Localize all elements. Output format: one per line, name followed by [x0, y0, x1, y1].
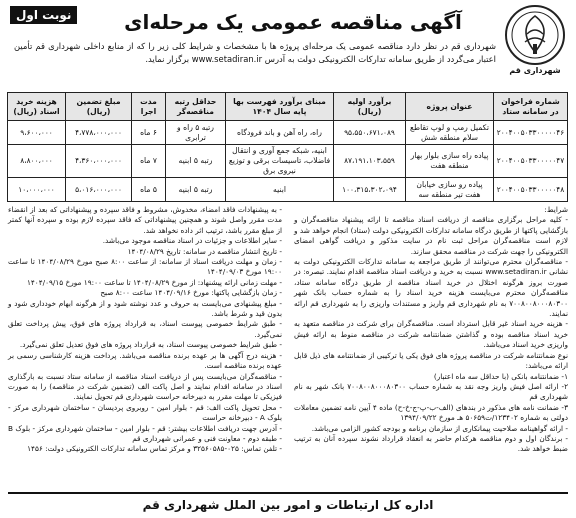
- cell-project-title: پیاده رو سازی خیابان هفت تیر منطقه سه: [406, 178, 494, 202]
- cell-price-list-basis: ابنیه: [226, 178, 334, 202]
- cell-min-grade: رتبه ۵ ابنیه: [166, 145, 226, 178]
- issuer-footer: اداره کل ارتباطات و امور بین الملل شهرداری قم: [8, 492, 568, 514]
- condition-paragraph: - آدرس جهت دریافت اطلاعات بیشتر: قم - بلوار امین - ساختمان شهرداری مرکز - بلوک B - طبقه دوم - معاونت فنی و عمرانی شهرداری قم: [8, 423, 282, 443]
- condition-paragraph: - زمان و مهلت دریافت اسناد از سامانه: از ساعت ۸:۰۰ صبح مورخ ۱۴۰۴/۰۸/۲۹ تا ساعت ۱۹:۰۰ مورخ ۱۴۰۴/۰۹/۰۳: [8, 257, 283, 277]
- condition-paragraph: - مبلغ پیشنهادی می‌بایست به حروف و عدد نوشته شود و از هرگونه ابهام خودداری شود و بدون قید و شرط باشد.: [8, 298, 282, 319]
- condition-paragraph: نوع ضمانتنامه شرکت در مناقصه پروژه های فوق یکی یا ترکیبی از ضمانتنامه های ذیل قابل ارائه می‌باشد:: [294, 350, 568, 371]
- condition-paragraph: - هزینه درج آگهی ها بر عهده برنده مناقصه می‌باشد. پرداخت هزینه کارشناسی رسمی بر عهده برنده مناقصه است.: [8, 350, 282, 371]
- cell-document-fee: ۱۰،۰۰۰،۰۰۰: [8, 178, 66, 202]
- table-row: [8, 178, 568, 202]
- table-row: [8, 121, 568, 145]
- notice-title: آگهی مناقصه عمومی یک مرحله‌ای: [124, 10, 462, 34]
- cell-project-title: تکمیل رمپ و لوپ تقاطع سلام منطقه شش: [406, 121, 494, 145]
- condition-paragraph: شرایط:: [544, 205, 568, 214]
- col-header-guarantee: مبلغ تضمین (ریال): [66, 93, 132, 121]
- condition-paragraph: ۱- ضمانتنامه بانکی (با حداقل سه ماه اعتبار): [433, 371, 568, 381]
- condition-paragraph: - مهلت زمانی ارائه پیشنهاد: از مورخ ۱۴۰۴/۰۸/۲۹ تا ساعت ۱۹:۰۰ مورخ ۱۴۰۴/۰۹/۱۵: [26, 277, 282, 287]
- condition-paragraph: - تلفن تماس: ۰۲۵-۳۲۵۶۰۵۸۵ و مرکز تماس سامانه تدارکات الکترونیکی دولت: ۱۴۵۶: [27, 444, 282, 454]
- table-header-row: [8, 93, 568, 121]
- condition-paragraph: - محل تحویل پاکت الف: قم - بلوار امین - روبروی پردیسان - ساختمان شهرداری مرکز - بلوک A - دبیرخانه حراست: [8, 402, 282, 423]
- cell-document-fee: ۹،۶۰۰،۰۰۰: [8, 121, 66, 145]
- col-header-document-fee: هزینه خرید اسناد (ریال): [8, 93, 66, 121]
- cell-guarantee: ۴،۷۷۸،۰۰۰،۰۰۰: [66, 121, 132, 145]
- logo-caption: شهرداری قم: [509, 66, 561, 75]
- condition-paragraph: - مناقصه‌گران محترم می‌توانند از طریق مراجعه به سامانه تدارکات الکترونیکی دولت به نشانی www.setadiran.ir نسبت به خرید و دریافت اسناد مناقصه اقدام نمایند. تبصره: در صورت بروز هرگونه اختلال در خرید اسناد مناقصه از طریق درگاه سامانه ستاد، مناقصه‌گران محترم می‌بایست هزینه خرید اسناد را به شماره حساب بانک شهر ۷۰۰۸۰۰۸۰۰۰۸۰۳۰۰ به نام شهرداری قم واریز و مستندات واریزی را به شهرداری قم ارائه نمایند.: [294, 257, 568, 319]
- conditions-right-column: [294, 205, 568, 518]
- col-header-duration: مدت اجرا: [132, 93, 166, 121]
- condition-paragraph: - طبق شرایط خصوصی پیوست اسناد، به قرارداد پروژه های فوق، پیش پرداخت تعلق نمی‌گیرد.: [8, 319, 282, 339]
- header: [8, 4, 568, 86]
- cell-document-fee: ۸،۸۰۰،۰۰۰: [8, 145, 66, 178]
- condition-paragraph: - برندگان اول و دوم مناقصه هرکدام حاضر به انعقاد قرارداد نشوند سپرده آنان به ترتیب ضبط خواهد شد.: [294, 433, 568, 454]
- cell-price-list-basis: راه، راه آهن و باند فرودگاه: [226, 121, 334, 145]
- condition-paragraph: - هزینه خرید اسناد غیر قابل استرداد است. مناقصه‌گران برای شرکت در مناقصه متعهد به خرید اسناد مناقصه بوده و گذاشتن ضمانتنامه شرکت در مناقصه منوط به ارائه فیش واریزی خرید اسناد می‌باشد.: [294, 319, 568, 350]
- cell-guarantee: ۴،۳۶۰،۰۰۰،۰۰۰: [66, 145, 132, 178]
- condition-paragraph: - به پیشنهادات فاقد امضاء، مخدوش، مشروط و فاقد سپرده و پیشنهاداتی که بعد از انقضاء مدت مقرر واصل شوند و همچنین پیشنهاداتی که فاقد سپرده لازم بوده و سپرده آنها کمتر از مبلغ مقرر باشد، ترتیب اثر داده نخواهد شد.: [8, 205, 282, 235]
- cell-call-number: ۲۰۰۴۰۰۵۰۳۳۰۰۰۰۰۴۸: [494, 178, 568, 202]
- cell-price-list-basis: ابنیه، شبکه جمع آوری و انتقال فاضلاب، تاسیسات برقی و توزیع نیروی برق: [226, 145, 334, 178]
- condition-paragraph: ۲- ارائه اصل فیش واریز وجه نقد به شماره حساب ۷۰۰۸۰۰۸۰۰۰۸۰۳۰۰ بانک شهر به نام شهرداری قم: [294, 381, 568, 402]
- conditions-left-column: [8, 205, 282, 518]
- cell-initial-estimate: ۱۰۰،۳۱۵،۳۰۲،۰۹۴: [334, 178, 406, 202]
- condition-paragraph: - تاریخ انتشار مناقصه در سامانه: تاریخ ۱۴۰۴/۰۸/۲۹: [127, 246, 282, 256]
- cell-call-number: ۲۰۰۴۰۰۵۰۳۳۰۰۰۰۰۴۷: [494, 145, 568, 178]
- tender-table: [7, 92, 568, 202]
- cell-min-grade: رتبه ۵ راه و ترابری: [166, 121, 226, 145]
- notice-round-badge: نوبت اول: [10, 6, 77, 24]
- condition-paragraph: - طبق شرایط خصوصی پیوست اسناد، به قرارداد پروژه های فوق تعدیل تعلق نمی‌گیرد.: [19, 340, 282, 350]
- condition-paragraph: - زمان بازگشایی پاکتها: مورخ ۱۴۰۴/۰۹/۱۶ ساعت ۸:۰۰ صبح: [100, 288, 282, 298]
- cell-duration: ۷ ماه: [132, 145, 166, 178]
- intro-text: شهرداری قم در نظر دارد مناقصه عمومی یک مرحله‌ای پروژه ها با مشخصات و شرایط کلی زیر را که از منابع داخلی شهرداری قم تأمین اعتبار می‌گردد از طریق سامانه تدارکات الکترونیکی دولت به آدرس www.setadiran.ir برگزار نماید.: [14, 41, 496, 64]
- col-header-initial-estimate: برآورد اولیه (ریال): [334, 93, 406, 121]
- cell-initial-estimate: ۸۷،۱۹۱،۱۰۳،۵۵۹: [334, 145, 406, 178]
- municipality-logo-icon: [504, 4, 566, 66]
- cell-project-title: پیاده راه سازی بلوار بهار منطقه هفت: [406, 145, 494, 178]
- col-header-project-title: عنوان پروژه: [406, 93, 494, 121]
- condition-paragraph: - مناقصه‌گران می‌بایست پس از دریافت اسناد مناقصه از سامانه ستاد نسبت به بارگذاری اسناد در سامانه اقدام نمایند و اصل پاکت الف (تضمین شرکت در مناقصه) را به صورت فیزیکی تا مهلت مقرر به دبیرخانه حراست شهرداری قم تحویل نمایند.: [8, 371, 282, 402]
- condition-paragraph: - سایر اطلاعات و جزئیات در اسناد مناقصه موجود می‌باشد.: [102, 236, 282, 246]
- conditions: [8, 205, 568, 518]
- col-header-min-grade: حداقل رتبه مناقصه‌گر: [166, 93, 226, 121]
- col-header-call-number: شماره فراخوان در سامانه ستاد: [494, 93, 568, 121]
- cell-duration: ۶ ماه: [132, 121, 166, 145]
- condition-paragraph: - کلیه مراحل برگزاری مناقصه از دریافت اسناد مناقصه تا ارائه پیشنهاد مناقصه‌گران و بازگشایی پاکتها از طریق درگاه سامانه تدارکات الکترونیکی دولت (ستاد) انجام خواهد شد و لازم است مناقصه‌گران مراحل ثبت نام در سایت مذکور و دریافت گواهی امضای الکترونیکی را جهت شرکت در مناقصه محقق سازند.: [294, 215, 568, 256]
- table-row: [8, 145, 568, 178]
- cell-call-number: ۲۰۰۴۰۰۵۰۳۳۰۰۰۰۰۴۶: [494, 121, 568, 145]
- condition-paragraph: ۳- ضمانت نامه های مذکور در بندهای (الف-ب-پ-ج-خ-ح) ماده ۴ آیین نامه تضمین معاملات دولتی به شماره ۱۲۳۴۰۲/ت۵۰۶۵۹ هـ مورخ ۱۳۹۴/۰۹/۲۲: [294, 402, 568, 423]
- condition-paragraph: - ارائه گواهینامه صلاحیت پیمانکاری از سازمان برنامه و بودجه کشور الزامی می‌باشد.: [311, 423, 568, 433]
- cell-min-grade: رتبه ۵ ابنیه: [166, 178, 226, 202]
- cell-guarantee: ۵،۰۱۶،۰۰۰،۰۰۰: [66, 178, 132, 202]
- col-header-price-list-basis: مبنای برآورد فهرست بها پایه سال ۱۴۰۴: [226, 93, 334, 121]
- cell-initial-estimate: ۹۵،۵۵۰،۶۷۱،۰۸۹: [334, 121, 406, 145]
- cell-duration: ۵ ماه: [132, 178, 166, 202]
